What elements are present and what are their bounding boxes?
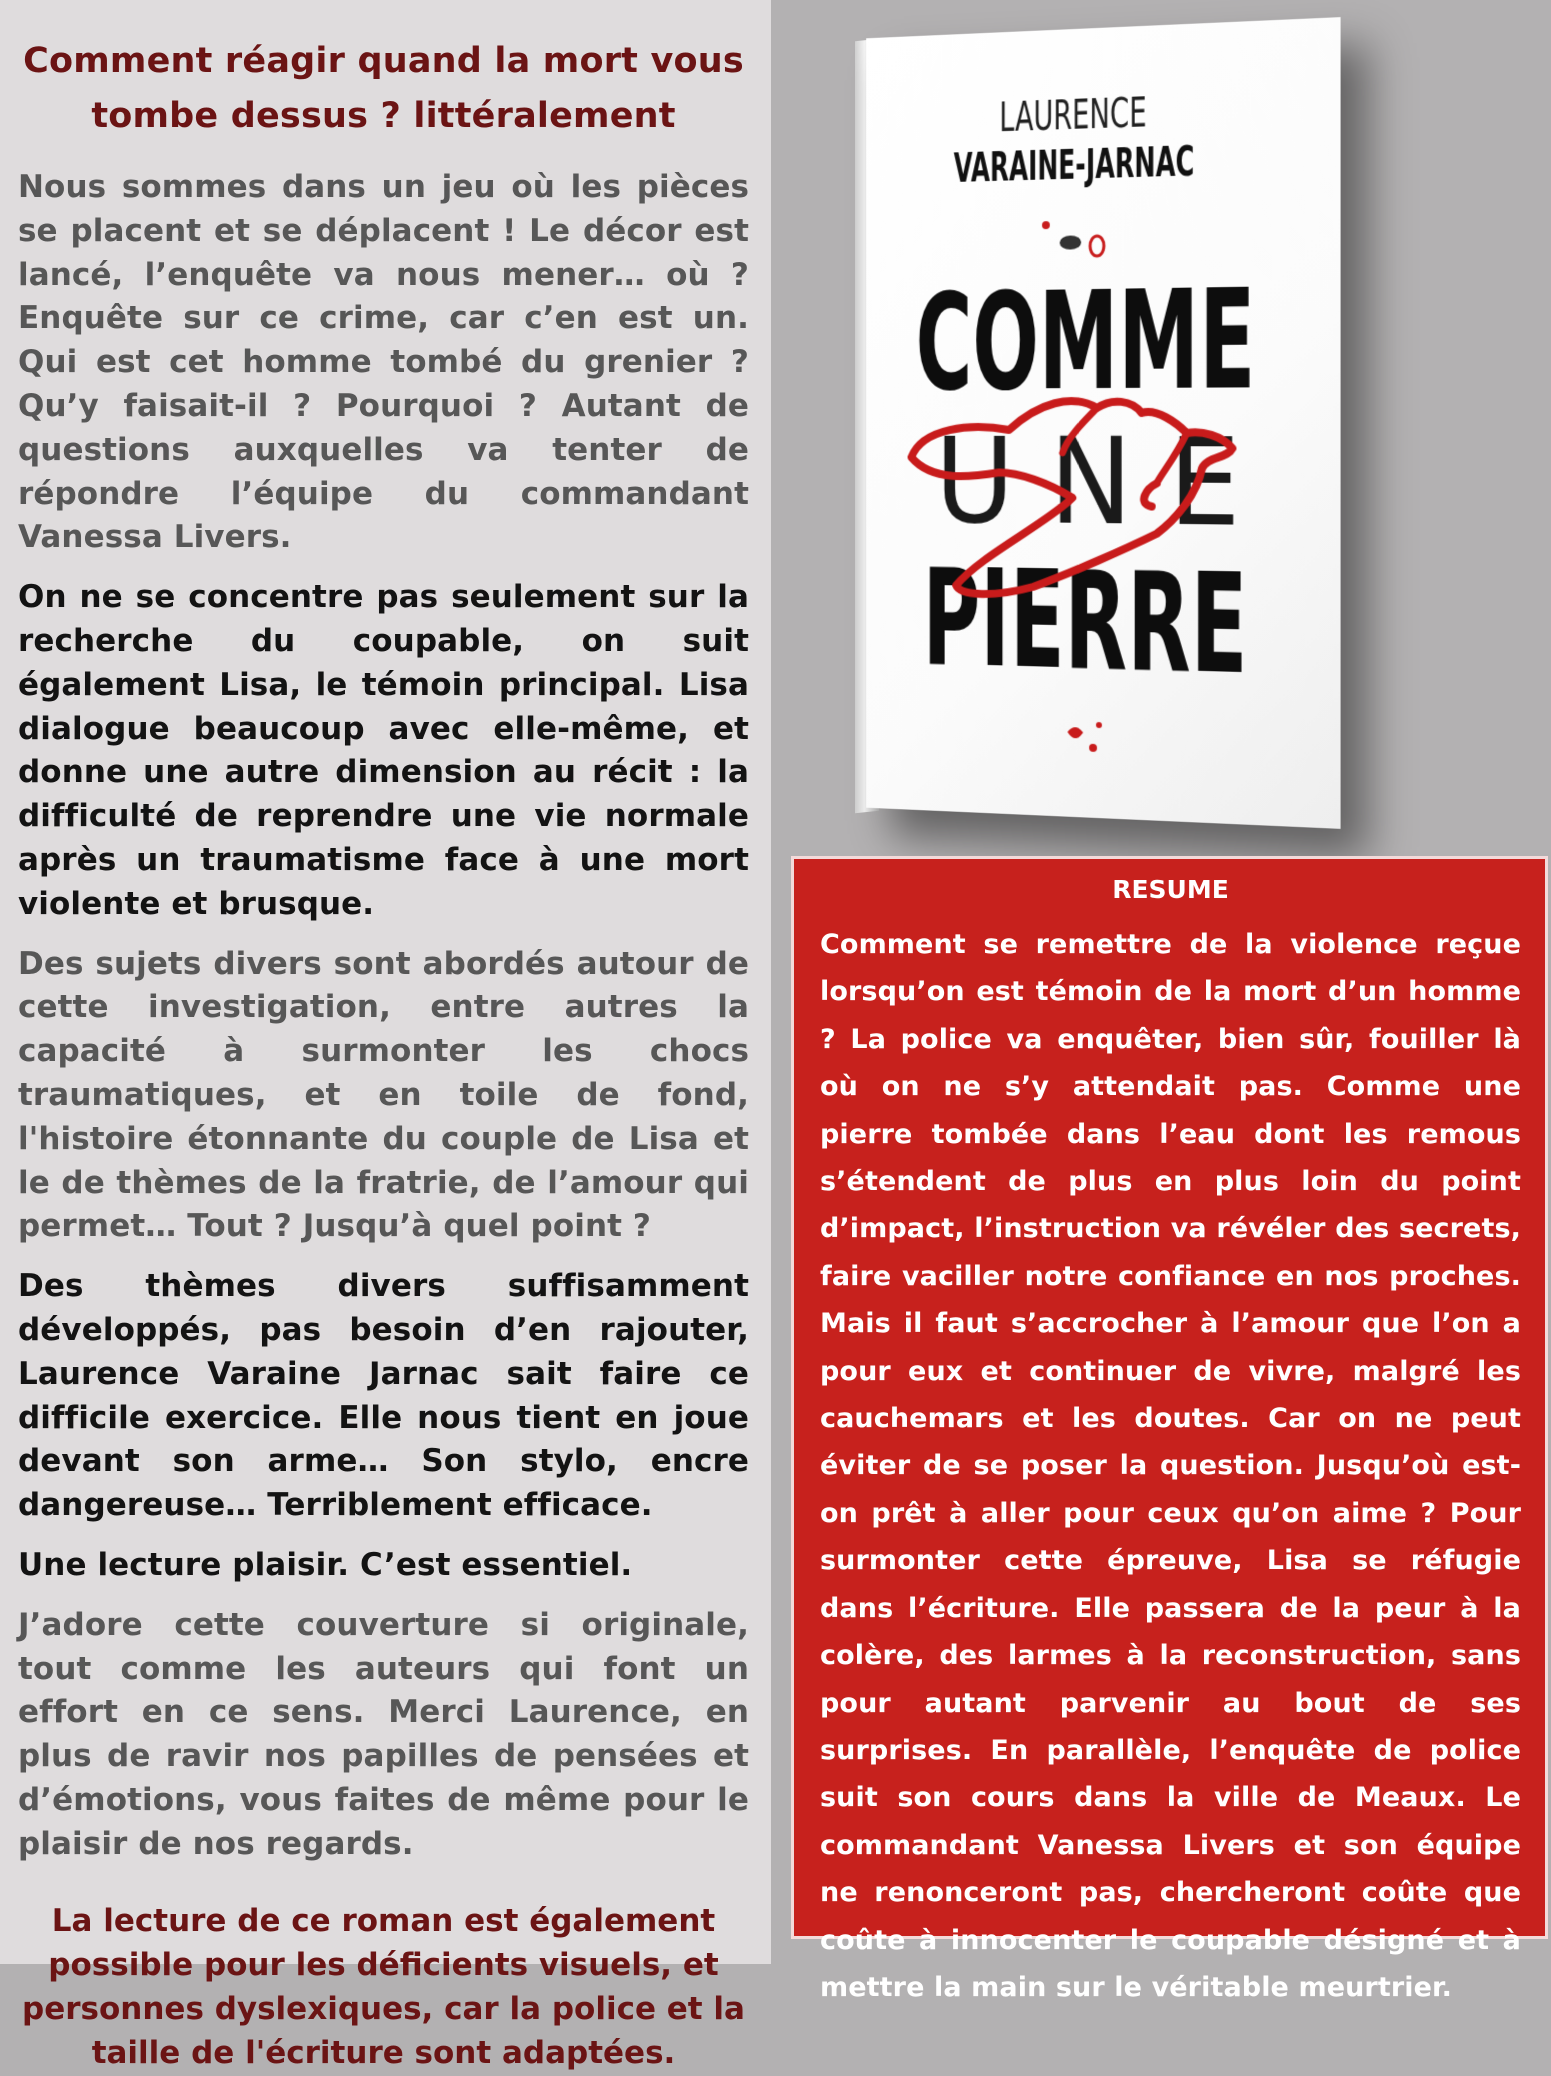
book-title-line-1: COMME <box>915 256 1497 421</box>
summary-title: RESUME <box>1112 875 1229 904</box>
blood-drop-top-2 <box>1090 236 1104 256</box>
review-paragraph-3: Des sujets divers sont abordés autour de cette investigation, entre autres la capacité à surmonter les chocs traumatiques, et en toile de fond, l'histoire étonnante du couple de Lisa et le de thèmes de la fratrie, de l’amour qui permet… Tout ? Jusqu’à quel point ? <box>18 945 749 1245</box>
book-cover-art <box>866 17 1497 829</box>
book-cover <box>866 17 1497 829</box>
review-paragraph-6: J’adore cette couverture si originale, tout comme les auteurs qui font un effort en ce sens. Merci Laurence, en plus de ravir nos papilles de pensées et d’émotions, vous faites de même pour le plaisir de nos regards. <box>18 1606 749 1862</box>
accessibility-note: La lecture de ce roman est également possible pour les déficients visuels, et personnes dyslexiques, car la police et la taille de l'écriture sont adaptées. <box>22 1903 745 2071</box>
review-paragraph-4: Des thèmes divers suffisamment développés, pas besoin d’en rajouter, Laurence Varaine Jarnac sait faire ce difficile exercice. Elle nous tient en joue devant son arme… Son stylo, encre dangereuse… Terriblement efficace. <box>18 1268 749 1524</box>
review-paragraph-1: Nous sommes dans un jeu où les pièces se placent et se déplacent ! Le décor est lancé, l’enquête va nous mener… où ? Enquête sur ce crime, car c’en est un. Qui est cet homme tombé du grenier ? Qu’y faisait-il ? Pourquoi ? Autant de questions auxquelles va tenter de répondre l’équipe du commandant Vanessa Livers. <box>18 169 749 556</box>
book-title-line-2: U N E <box>935 411 1261 554</box>
book-author-line-2: VARAINE-JARNAC <box>953 134 1337 192</box>
blood-drop-top-1 <box>1042 221 1050 229</box>
blood-drop-bottom-2 <box>1096 722 1102 728</box>
review-paragraph-2: On ne se concentre pas seulement sur la recherche du coupable, on suit également Lisa, le témoin principal. Lisa dialogue beaucoup avec elle-même, et donne une autre dimension au récit : la difficulté de reprendre une vie normale après un traumatisme face à une mort violente et brusque. <box>18 579 749 922</box>
review-headline: Comment réagir quand la mort vous tombe dessus ? littéralement <box>23 41 744 136</box>
book-title-line-3: PIERRE <box>922 541 1470 713</box>
blood-drop-bottom-1 <box>1067 727 1083 739</box>
review-paragraph-5: Une lecture plaisir. C’est essentiel. <box>18 1546 633 1583</box>
review-column <box>0 0 771 2071</box>
book-author-line-1: LAURENCE <box>999 88 1192 142</box>
blood-drop-bottom-3 <box>1089 744 1097 752</box>
pebble-icon <box>1060 235 1082 249</box>
summary-text: Comment se remettre de la violence reçue lorsqu’on est témoin de la mort d’un homme ? La police va enquêter, bien sûr, fouiller là où on ne s’y attendait pas. Comme une pierre tombée dans l’eau dont les remous s’étendent de plus en plus loin du point d’impact, l’instruction va révéler des secrets, faire vaciller notre confiance en nos proches. Mais il faut s’accrocher à l’amour que l’on a pour eux et continuer de vivre, malgré les cauchemars et les doutes. Car on ne peut éviter de se poser la question. Jusqu’où est-on prêt à aller pour ceux qu’on aime ? Pour surmonter cette épreuve, Lisa se réfugie dans l’écriture. Elle passera de la peur à la colère, des larmes à la reconstruction, sans pour autant parvenir au bout de ses surprises. En parallèle, l’enquête de police suit son cours dans la ville de Meaux. Le commandant Vanessa Livers et son équipe ne renonceront pas, chercheront coûte que coûte à innocenter le coupable désigné et à mettre la main sur le véritable meurtrier. <box>820 929 1521 2003</box>
summary-box <box>791 856 1548 2003</box>
